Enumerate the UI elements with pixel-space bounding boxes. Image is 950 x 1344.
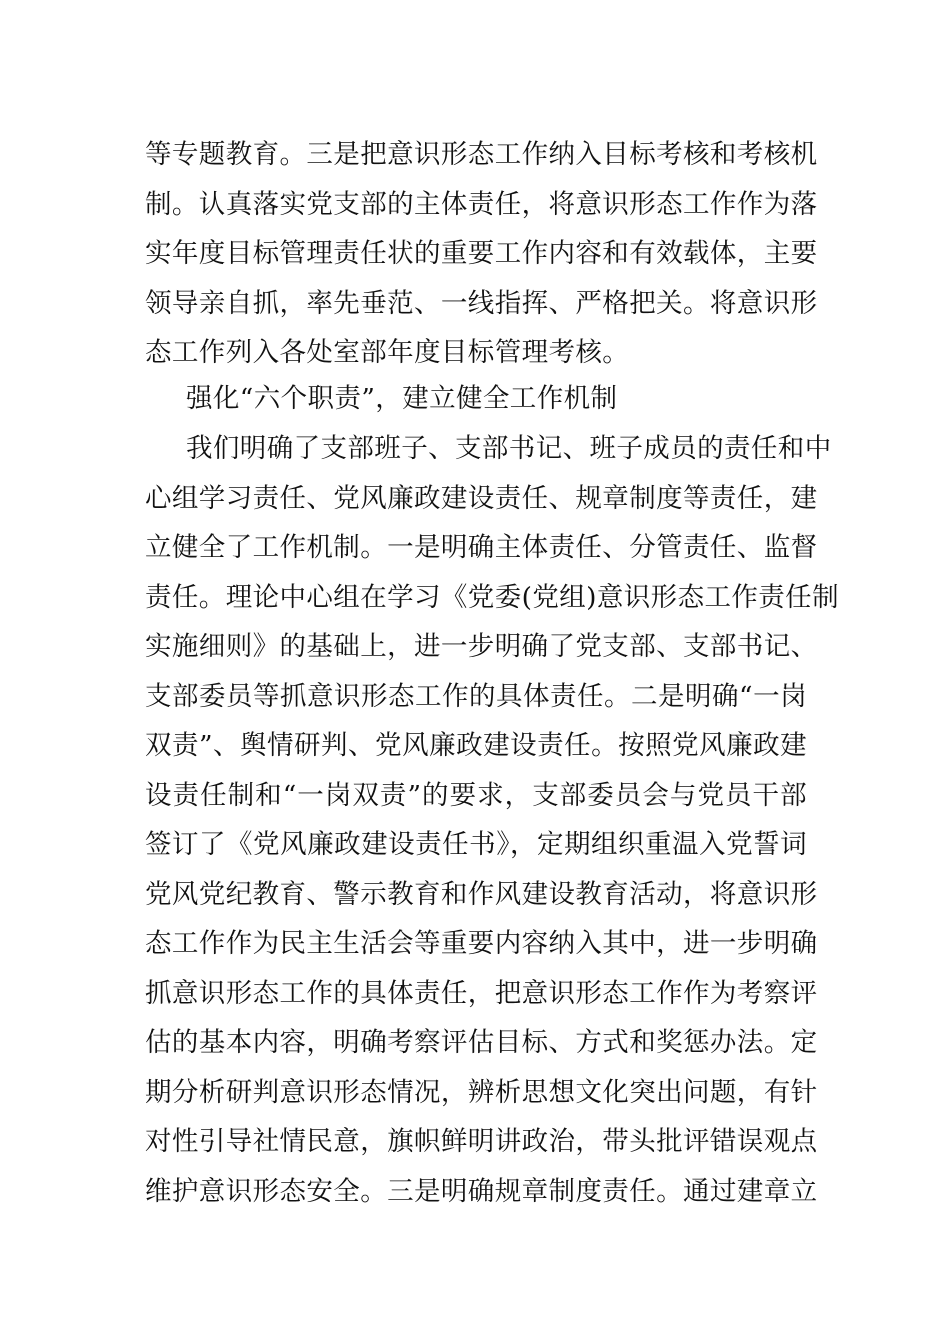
- paragraph-line: 期分析研判意识形态情况，辨析思想文化突出问题，有针: [145, 1076, 818, 1108]
- paragraph-line: 签订了《党风廉政建设责任书》，定期组织重温入党誓词: [145, 829, 807, 860]
- paragraph-line: 实施细则》的基础上，进一步明确了党支部、支部书记、: [145, 631, 818, 662]
- paragraph-line: 我们明确了支部班子、支部书记、班子成员的责任和中: [186, 433, 832, 464]
- paragraph-line: 态工作作为民主生活会等重要内容纳入其中，进一步明确: [145, 928, 818, 959]
- paragraph-line: 等专题教育。三是把意识形态工作纳入目标考核和考核机: [145, 139, 818, 170]
- paragraph-line: 心组学习责任、党风廉政建设责任、规章制度等责任，建: [145, 482, 818, 514]
- paragraph-line: 态工作列入各处室部年度目标管理考核。: [145, 337, 630, 368]
- body-paragraph: [145, 424, 839, 1216]
- paragraph-line: 责任。理论中心组在学习《党委(党组)意识形态工作责任制: [145, 581, 839, 613]
- paragraph-line: 对性引导社情民意，旗帜鲜明讲政治，带头批评错误观点: [145, 1126, 818, 1157]
- paragraph-line: 维护意识形态安全。三是明确规章制度责任。通过建章立: [145, 1175, 818, 1207]
- paragraph-line: 抓意识形态工作的具体责任，把意识形态工作作为考察评: [145, 977, 818, 1009]
- section-heading-block: [145, 374, 807, 424]
- paragraph-line: 实年度目标管理责任状的重要工作内容和有效载体，主要: [145, 238, 818, 269]
- paragraph-line: 支部委员等抓意识形态工作的具体责任。二是明确“一岗: [145, 680, 807, 712]
- paragraph-line: 估的基本内容，明确考察评估目标、方式和奖惩办法。定: [145, 1027, 818, 1058]
- section-heading: 强化“六个职责”，建立健全工作机制: [186, 383, 618, 414]
- paragraph-line: 制。认真落实党支部的主体责任，将意识形态工作作为落: [145, 188, 818, 220]
- paragraph-line: 党风党纪教育、警示教育和作风建设教育活动，将意识形: [145, 878, 818, 910]
- paragraph-line: 立健全了工作机制。一是明确主体责任、分管责任、监督: [145, 532, 818, 563]
- paragraph-line: 双责”、舆情研判、党风廉政建设责任。按照党风廉政建: [145, 730, 807, 761]
- continuation-paragraph: [145, 130, 818, 378]
- paragraph-line: 设责任制和“一岗双责”的要求，支部委员会与党员干部: [145, 779, 807, 811]
- paragraph-line: 领导亲自抓，率先垂范、一线指挥、严格把关。将意识形: [145, 287, 818, 319]
